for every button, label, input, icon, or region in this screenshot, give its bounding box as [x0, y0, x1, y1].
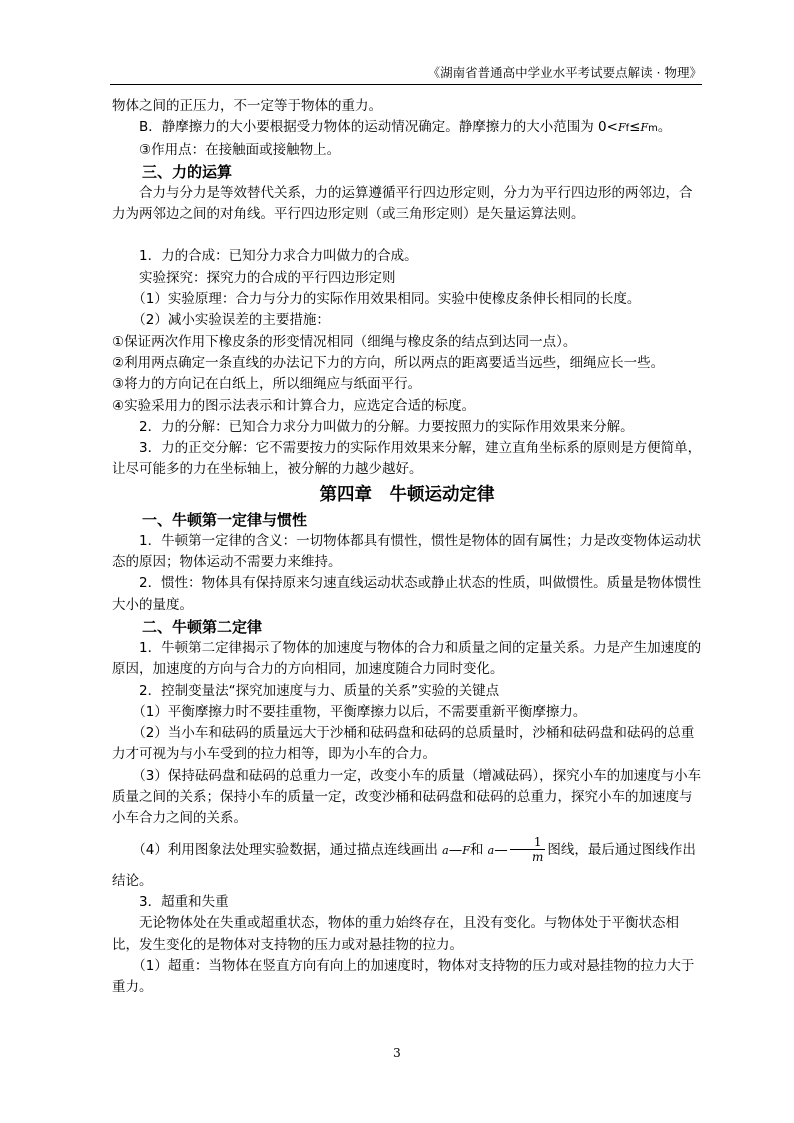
paragraph: （3）保持砝码盘和砝码的总重力一定，改变小车的质量（增减砝码），探究小车的加速度与小车质量之间的关系；保持小车的质量一定，改变沙桶和砝码盘和砝码的总重力，探究小车的加速度与小车合力之间的关系。: [112, 767, 702, 827]
paragraph: 2．控制变量法“探究加速度与力、质量的关系”实验的关键点: [139, 682, 500, 699]
list-item: ③将力的方向记在白纸上，所以细绳应与纸面平行。: [112, 376, 422, 393]
paragraph: 3．力的正交分解：它不需要按力的实际作用效果来分解，建立直角坐标系的原则是方便简单，让尽可能多的力在坐标轴上，被分解的力越少越好。: [112, 440, 702, 478]
paragraph: B．静摩擦力的大小要根据受力物体的运动情况确定。静摩擦力的大小范围为 0<Ff≤Fm。: [139, 119, 672, 136]
paragraph: 结论。: [112, 872, 153, 889]
paragraph-with-formula: （4）利用图象法处理实验数据，通过描点连线画出 a—F和 a— $\frac{1}{m}$ 图线，最后通过图线作出: [132, 835, 696, 865]
paragraph: （1）超重：当物体在竖直方向有向上的加速度时，物体对支持物的压力或对悬挂物的拉力大于重力。: [112, 957, 695, 996]
running-header: 《湖南省普通高中学业水平考试要点解读 · 物理》: [427, 65, 702, 80]
section-heading: 二、牛顿第二定律: [142, 617, 263, 636]
list-item: 2．力的分解：已知合力求分力叫做力的分解。力要按照力的实际作用效果来分解。: [139, 418, 634, 435]
paragraph: 2．惯性：物体具有保持原来匀速直线运动状态或静止状态的性质，叫做惯性。质量是物体惯性大小的量度。: [112, 575, 702, 613]
fraction-one-over-m: $\frac{1}{m}$: [510, 835, 546, 864]
paragraph: 3．超重和失重: [139, 893, 229, 910]
page-number: 3: [393, 1046, 401, 1060]
paragraph: ③作用点：在接触面或接触物上。: [139, 141, 341, 158]
header-rule: [110, 84, 702, 85]
section-heading: 一、牛顿第一定律与惯性: [142, 510, 308, 529]
formula-a: a: [442, 843, 449, 857]
list-item: ②利用两点确定一条直线的办法记下力的方向，所以两点的距离要适当远些，细绳应长一些。: [112, 354, 665, 371]
paragraph: 1．牛顿第一定律的含义：一切物体都具有惯性，惯性是物体的固有属性；力是改变物体运动状态的原因；物体运动不需要力来维持。: [112, 532, 702, 571]
paragraph: （1）平衡摩擦力时不要挂重物，平衡摩擦力以后，不需要重新平衡摩擦力。: [132, 703, 587, 720]
section-heading: 三、力的运算: [142, 162, 233, 181]
paragraph: 无论物体处在失重或超重状态，物体的重力始终存在，且没有变化。与物体处于平衡状态相比，发生变化的是物体对支持物的压力或对悬挂物的拉力。: [112, 915, 679, 953]
formula-F: F: [462, 843, 470, 857]
list-item: （2）减小实验误差的主要措施：: [132, 312, 330, 329]
list-item: ①保证两次作用下橡皮条的形变情况相同（细绳与橡皮条的结点到达同一点）。: [112, 333, 577, 350]
formula-a: a: [487, 843, 495, 857]
page-content: [112, 96, 702, 998]
list-item: 实验探究：探究力的合成的平行四边形定则: [139, 269, 396, 286]
paragraph: 1．牛顿第二定律揭示了物体的加速度与物体的合力和质量之间的定量关系。力是产生加速度的原因，加速度的方向与合力的方向相同，加速度随合力同时变化。: [112, 639, 702, 678]
list-item: 1．力的合成：已知分力求合力叫做力的合成。: [139, 248, 418, 265]
paragraph: 合力与分力是等效替代关系，力的运算遵循平行四边形定则，分力为平行四边形的两邻边，合力为两邻边之间的对角线。平行四边形定则（或三角形定则）是矢量运算法则。: [112, 184, 693, 223]
paragraph: （2）当小车和砝码的质量远大于沙桶和砝码盘和砝码的总质量时，沙桶和砝码盘和砝码的总重力才可视为与小车受到的拉力相等，即为小车的合力。: [112, 725, 695, 763]
list-item: ④实验采用力的图示法表示和计算合力，应选定合适的标度。: [112, 397, 476, 414]
paragraph: 物体之间的正压力，不一定等于物体的重力。: [112, 98, 382, 114]
chapter-title: 第四章 牛顿运动定律: [319, 484, 495, 505]
list-item: （1）实验原理：合力与分力的实际作用效果相同。实验中使橡皮条伸长相同的长度。: [132, 291, 641, 308]
